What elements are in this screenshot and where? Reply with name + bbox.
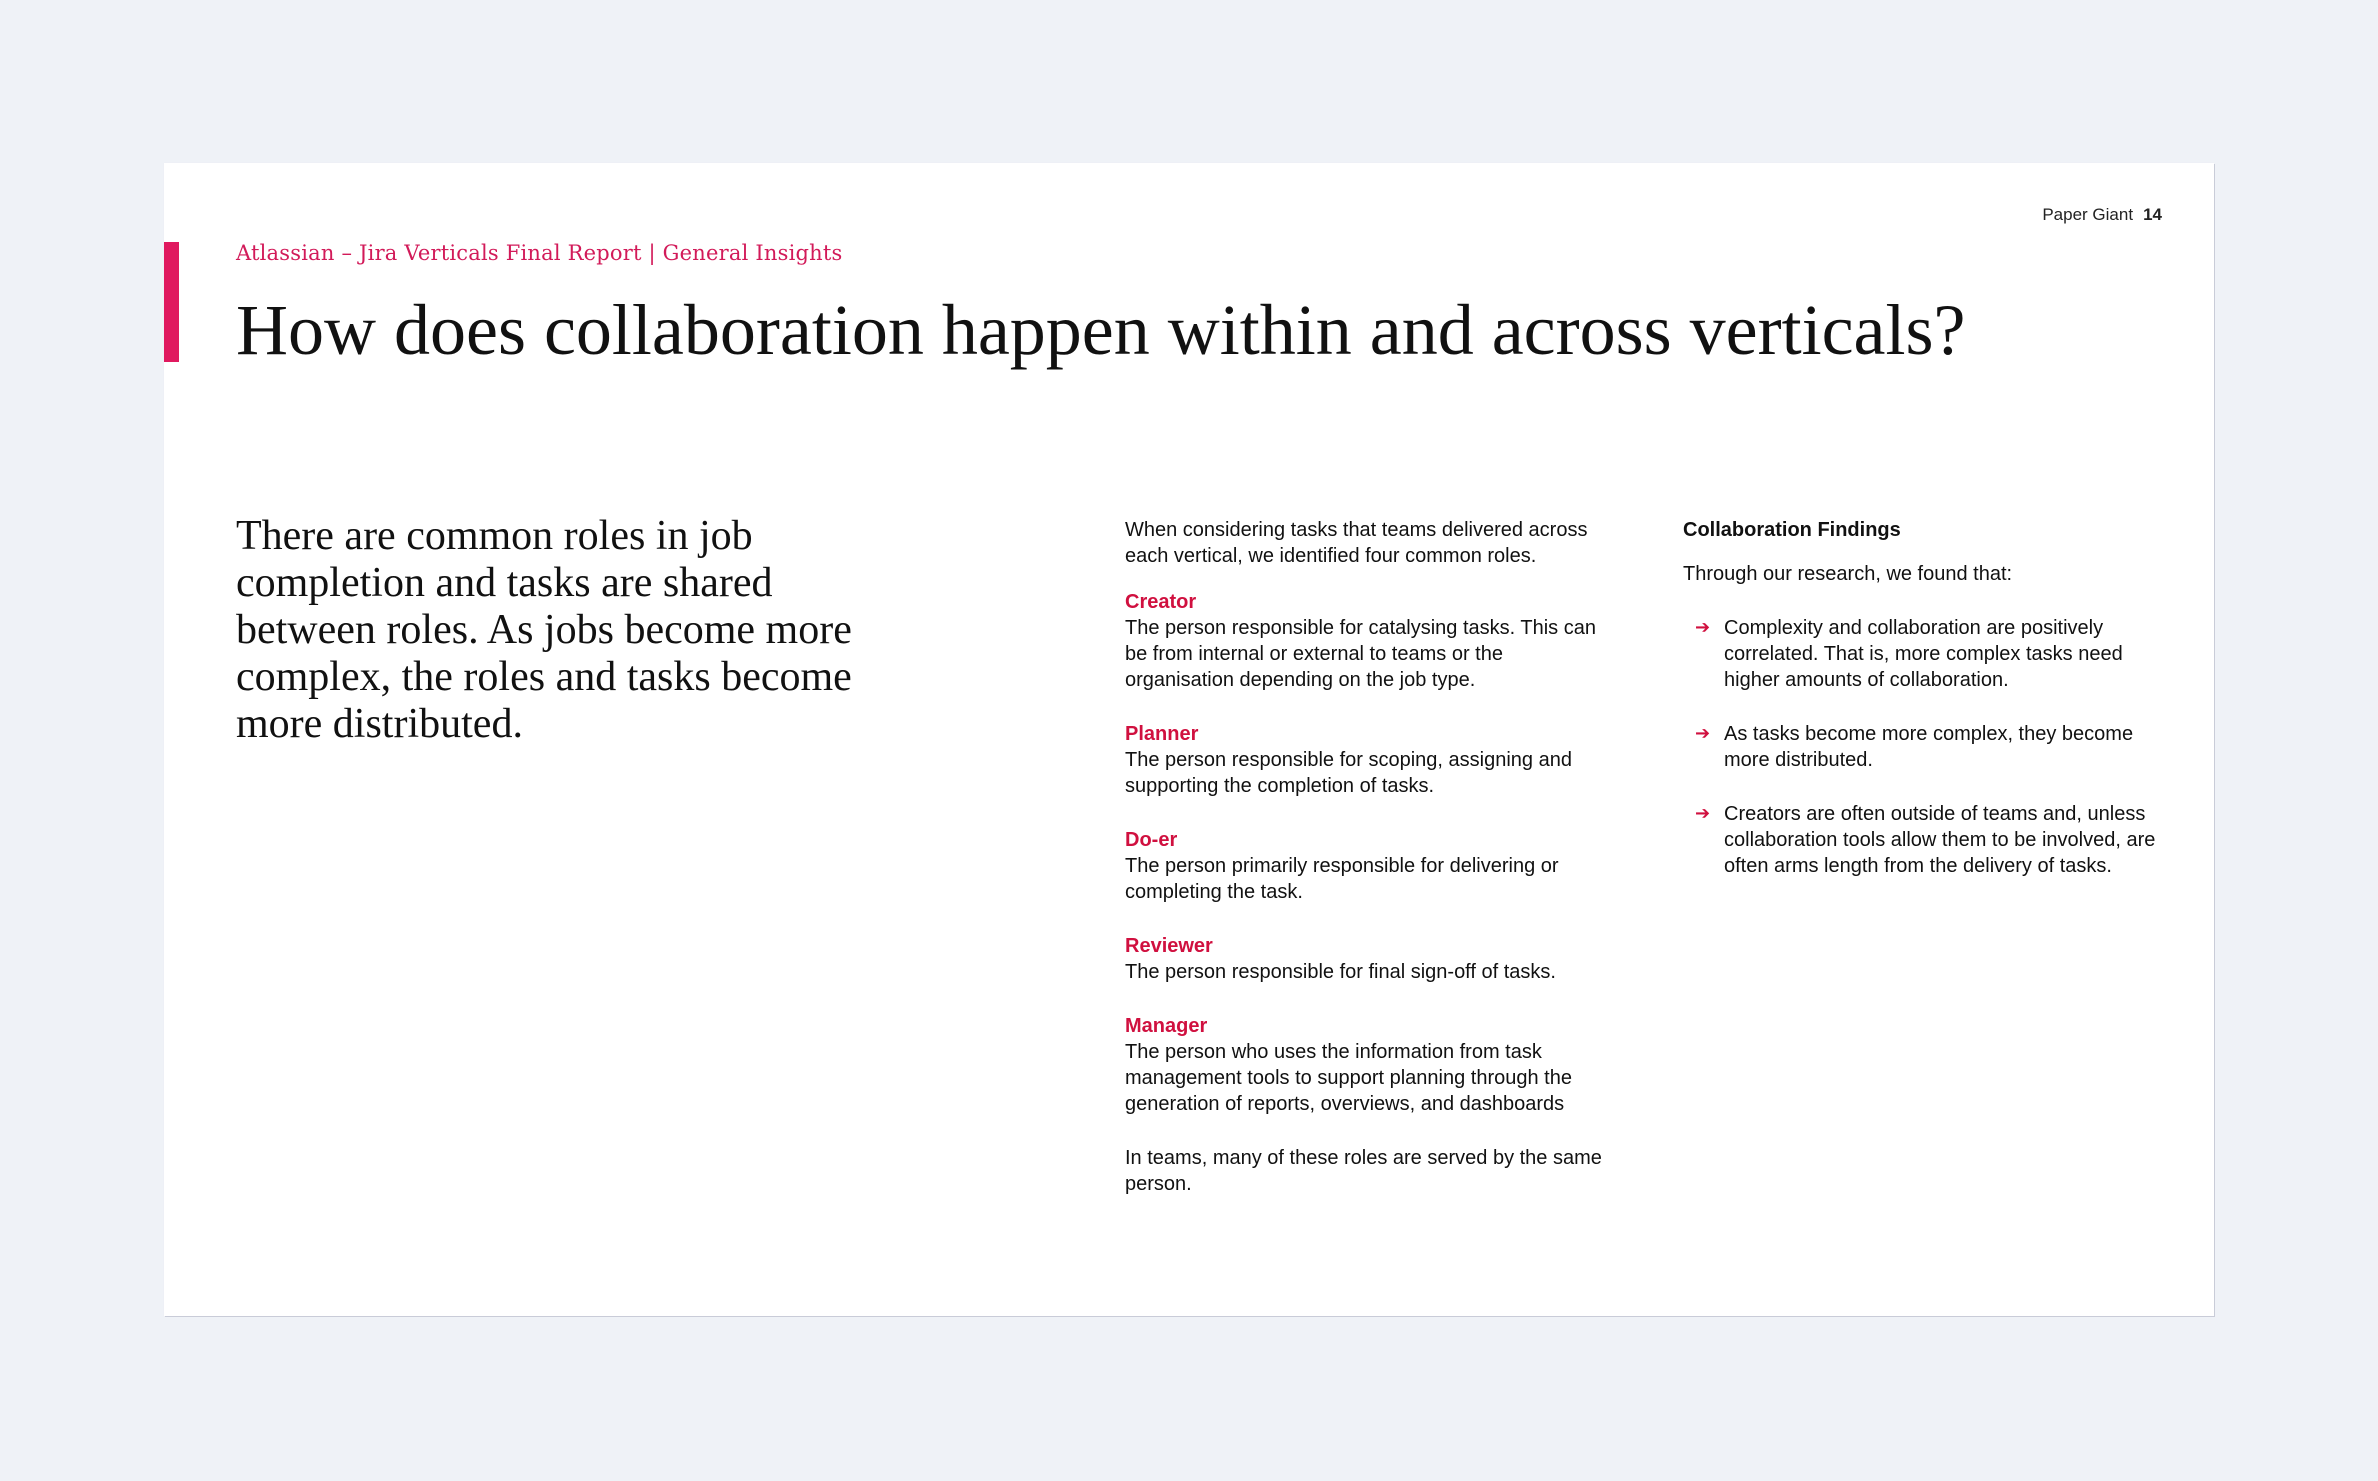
finding-text: Creators are often outside of teams and, unless collaboration tools allow them to be involved, are often arms length from the delivery of tasks. (1724, 803, 2156, 877)
page-meta (2042, 205, 2162, 225)
role-description: The person responsible for scoping, assigning and supporting the completion of tasks. (1125, 749, 1572, 797)
findings-list (1683, 615, 2163, 879)
role-name: Do-er (1125, 829, 1178, 851)
page-number: 14 (2143, 205, 2162, 224)
role-creator (1125, 589, 1605, 693)
roles-outro: In teams, many of these roles are served by the same person. (1125, 1147, 1602, 1195)
finding-text: Complexity and collaboration are positively correlated. That is, more complex tasks need higher amounts of collaboration. (1724, 617, 2123, 691)
findings-column (1683, 517, 2163, 907)
brand-name: Paper Giant (2042, 205, 2134, 224)
arrow-right-icon: ➔ (1695, 723, 1711, 744)
role-name: Reviewer (1125, 935, 1213, 957)
finding-item (1683, 721, 2163, 773)
report-page (164, 163, 2214, 1316)
findings-intro: Through our research, we found that: (1683, 563, 2013, 585)
lead-statement: There are common roles in job completion and tasks are shared between roles. As jobs become more complex, the roles and tasks become more distributed. (236, 513, 852, 747)
finding-item (1683, 615, 2163, 693)
role-description: The person responsible for catalysing tasks. This can be from internal or external to teams or the organisation depending on the job type. (1125, 617, 1596, 691)
role-name: Creator (1125, 591, 1197, 613)
finding-text: As tasks become more complex, they become more distributed. (1724, 723, 2134, 771)
role-name: Planner (1125, 723, 1199, 745)
arrow-right-icon: ➔ (1695, 803, 1711, 824)
page-title: How does collaboration happen within and across verticals? (236, 290, 1966, 370)
role-doer (1125, 827, 1605, 905)
findings-title: Collaboration Findings (1683, 519, 1901, 541)
role-description: The person responsible for final sign-off of tasks. (1125, 961, 1556, 983)
role-description: The person primarily responsible for delivering or completing the task. (1125, 855, 1559, 903)
arrow-right-icon: ➔ (1695, 617, 1711, 638)
role-planner (1125, 721, 1605, 799)
section-kicker: Atlassian – Jira Verticals Final Report | General Insights (236, 241, 843, 265)
role-description: The person who uses the information from task management tools to support planning through the generation of reports, overviews, and dashboards (1125, 1041, 1572, 1115)
accent-bar (164, 242, 179, 362)
role-manager (1125, 1013, 1605, 1117)
roles-column (1125, 517, 1605, 1197)
role-name: Manager (1125, 1015, 1208, 1037)
roles-intro: When considering tasks that teams delivered across each vertical, we identified four common roles. (1125, 519, 1588, 567)
finding-item (1683, 801, 2163, 879)
role-reviewer (1125, 933, 1605, 985)
